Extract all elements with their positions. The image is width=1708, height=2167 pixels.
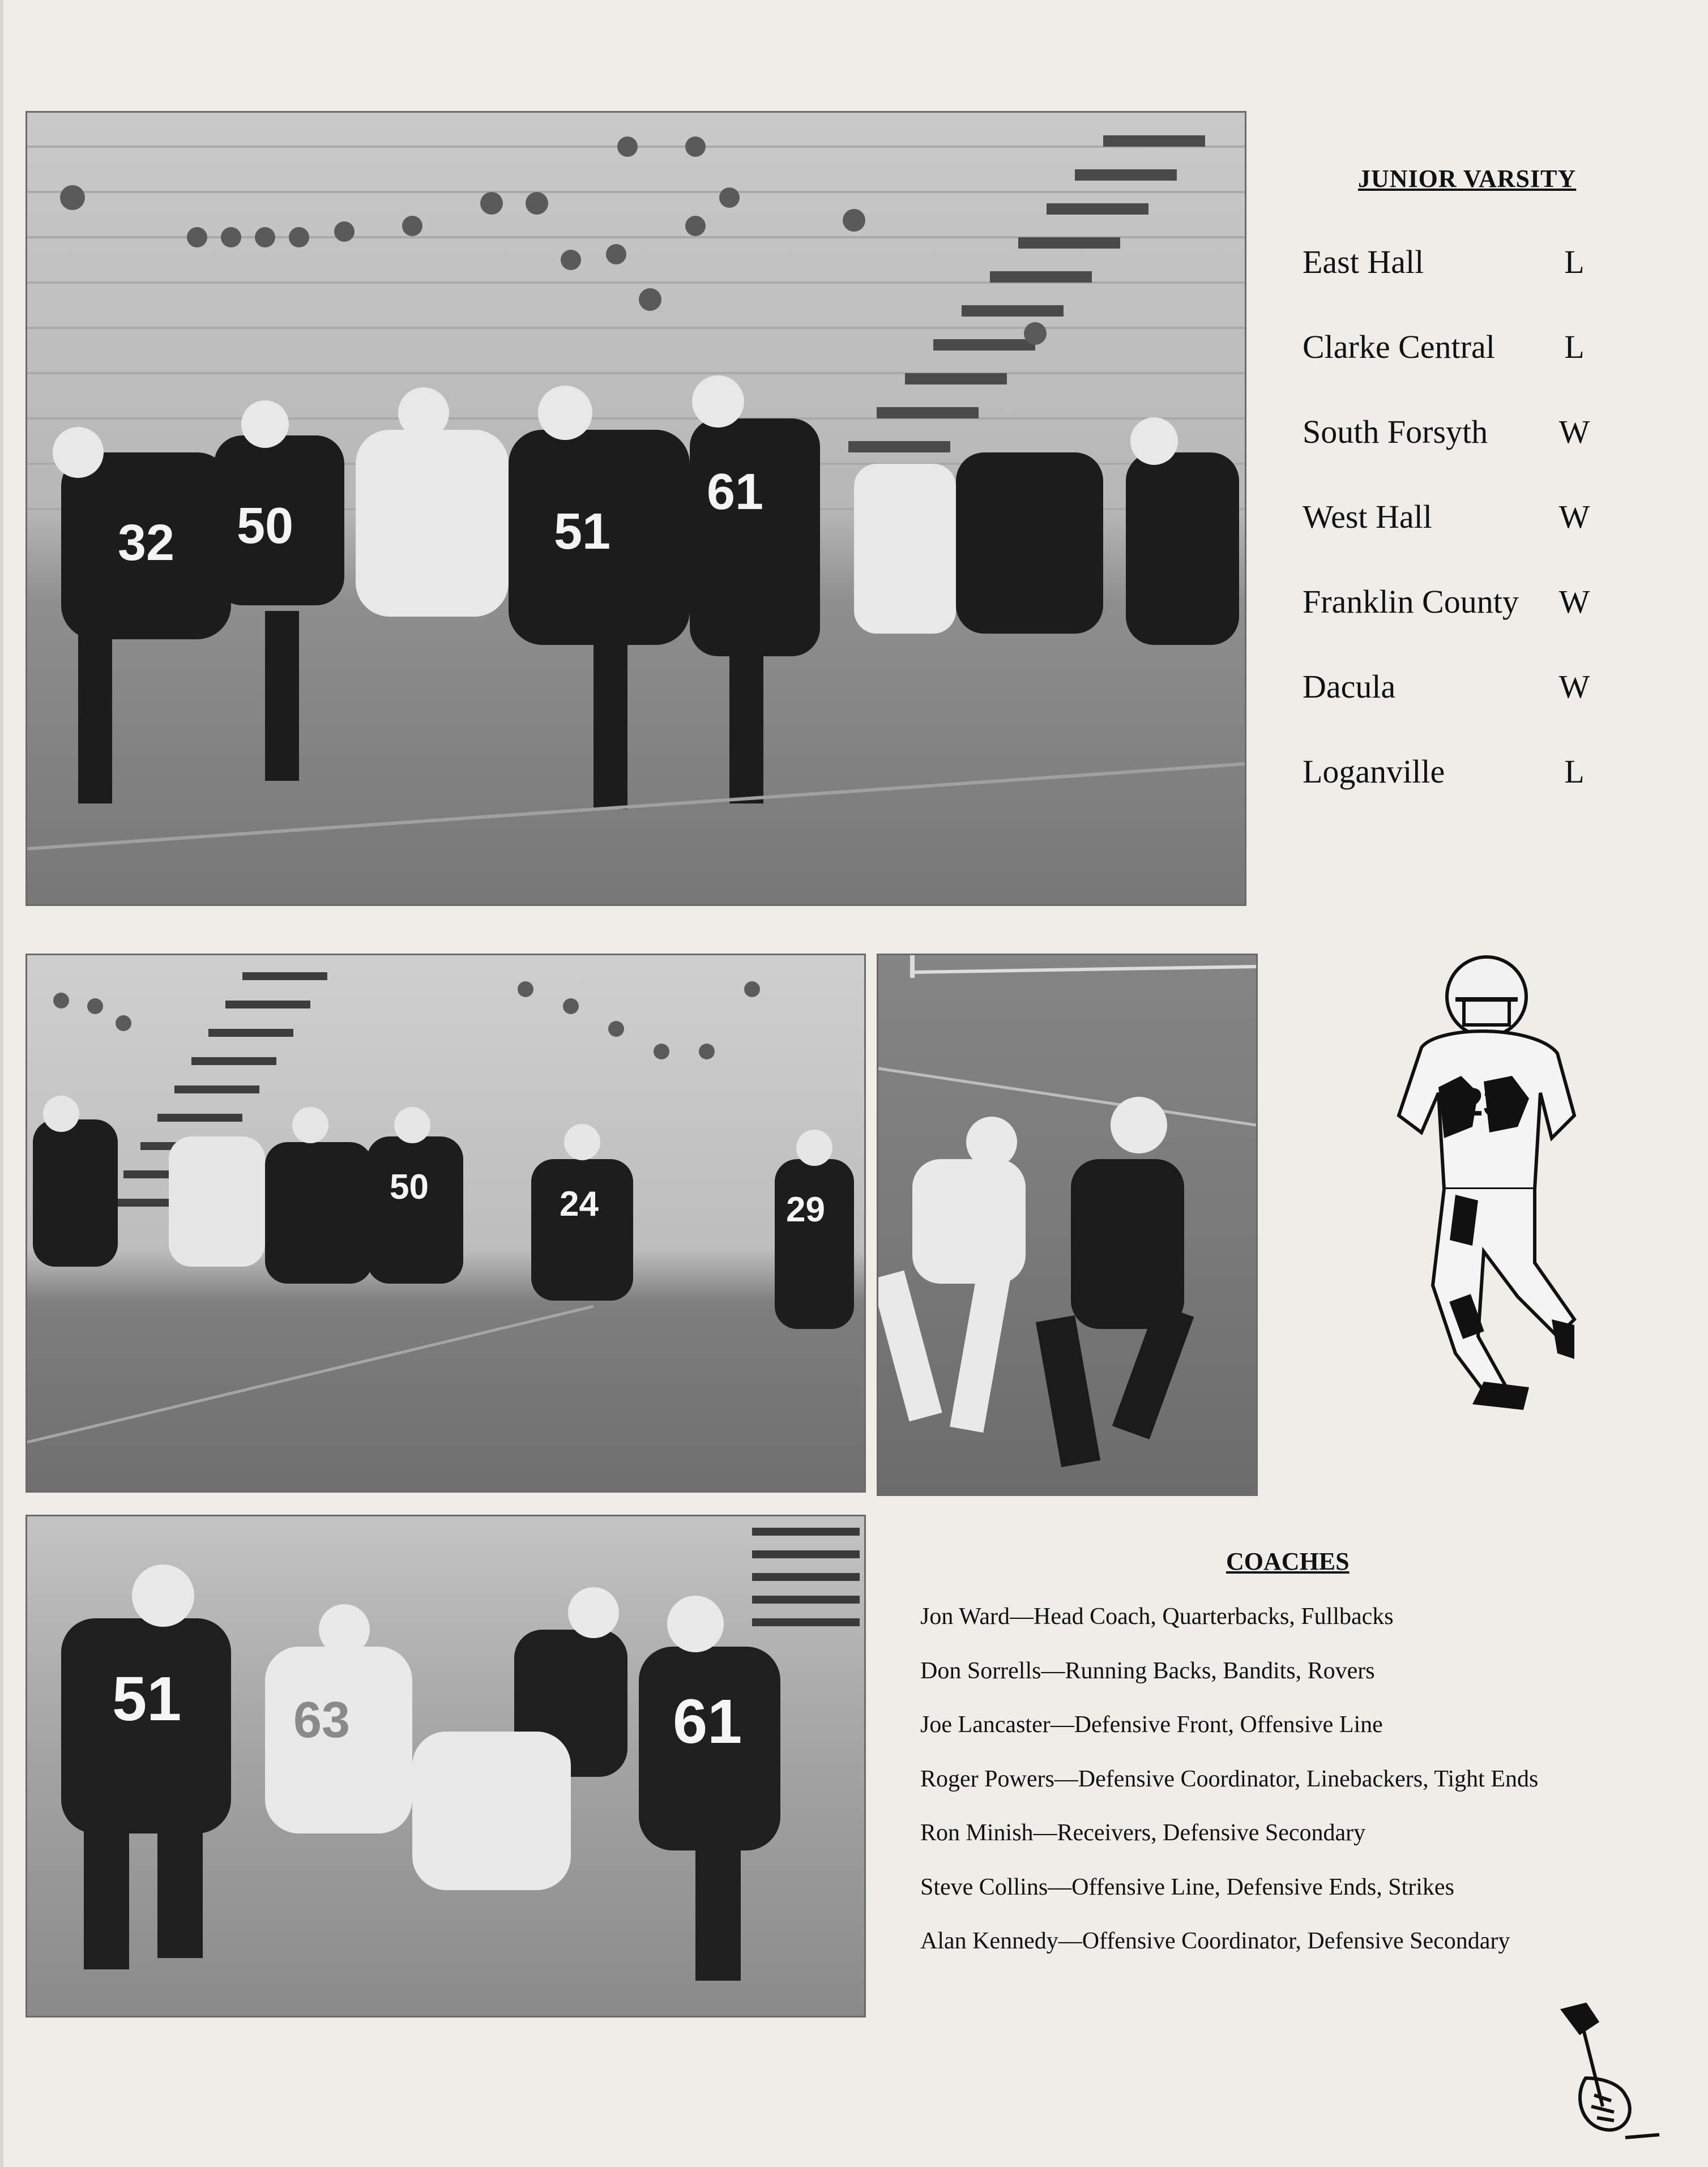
jersey-number: 51 <box>112 1664 182 1734</box>
jersey-number: 24 <box>560 1185 599 1224</box>
page-edge <box>0 0 3 2167</box>
coach-entry: Roger Powers—Defensive Coordinator, Linebackers, Tight Ends <box>920 1766 1539 1792</box>
coach-entry: Joe Lancaster—Defensive Front, Offensive Line <box>920 1712 1383 1738</box>
game-photo-ball-carrier <box>877 954 1258 1496</box>
game-result: L <box>1564 243 1585 280</box>
jersey-number: 61 <box>707 464 764 520</box>
opponent-name: Franklin County <box>1303 583 1519 620</box>
junior-varsity-heading: JUNIOR VARSITY <box>1358 165 1577 193</box>
coach-entry: Steve Collins—Offensive Line, Defensive Ends, Strikes <box>920 1874 1454 1900</box>
jersey-number: 51 <box>554 503 611 560</box>
result-row <box>1303 486 1597 571</box>
junior-varsity-results <box>1303 231 1597 826</box>
jersey-number: 61 <box>673 1687 742 1756</box>
photo-scene <box>27 113 1245 904</box>
coaches-heading: COACHES <box>1226 1548 1350 1575</box>
game-photo-line-play <box>25 111 1246 906</box>
result-row <box>1303 316 1597 401</box>
game-photo-offense-play <box>25 954 866 1493</box>
jersey-number: 63 <box>293 1692 351 1749</box>
game-photo-tackle <box>25 1515 866 2018</box>
football-player-illustration-icon <box>1370 946 1608 1444</box>
jersey-number: 50 <box>237 498 294 554</box>
coaches-list <box>920 1600 1538 1978</box>
photo-scene <box>878 955 1256 1494</box>
jersey-number: 50 <box>390 1168 429 1207</box>
jersey-number: 32 <box>118 515 175 571</box>
result-row <box>1303 571 1597 656</box>
coach-entry: Alan Kennedy—Offensive Coordinator, Defensive Secondary <box>920 1928 1510 1954</box>
mascot-tomahawk-icon <box>1540 1993 1665 2146</box>
opponent-name: South Forsyth <box>1303 413 1488 450</box>
photo-scene <box>27 955 864 1491</box>
coach-entry: Ron Minish—Receivers, Defensive Secondary <box>920 1820 1366 1846</box>
game-result: W <box>1558 498 1590 535</box>
result-row <box>1303 741 1597 826</box>
result-row <box>1303 231 1597 316</box>
opponent-name: Clarke Central <box>1303 328 1495 365</box>
opponent-name: Dacula <box>1303 668 1396 705</box>
jersey-number: 29 <box>786 1190 825 1229</box>
result-row <box>1303 656 1597 741</box>
photo-scene <box>27 1516 864 2016</box>
game-result: L <box>1564 328 1585 365</box>
coach-entry: Don Sorrells—Running Backs, Bandits, Rovers <box>920 1657 1375 1684</box>
result-row <box>1303 401 1597 486</box>
coach-entry: Jon Ward—Head Coach, Quarterbacks, Fullbacks <box>920 1604 1394 1630</box>
svg-text:23: 23 <box>1461 1080 1505 1124</box>
game-result: L <box>1564 753 1585 790</box>
game-result: W <box>1558 583 1590 620</box>
opponent-name: East Hall <box>1303 243 1424 280</box>
opponent-name: Loganville <box>1303 753 1445 790</box>
opponent-name: West Hall <box>1303 498 1432 535</box>
game-result: W <box>1558 668 1590 705</box>
game-result: W <box>1558 413 1590 450</box>
